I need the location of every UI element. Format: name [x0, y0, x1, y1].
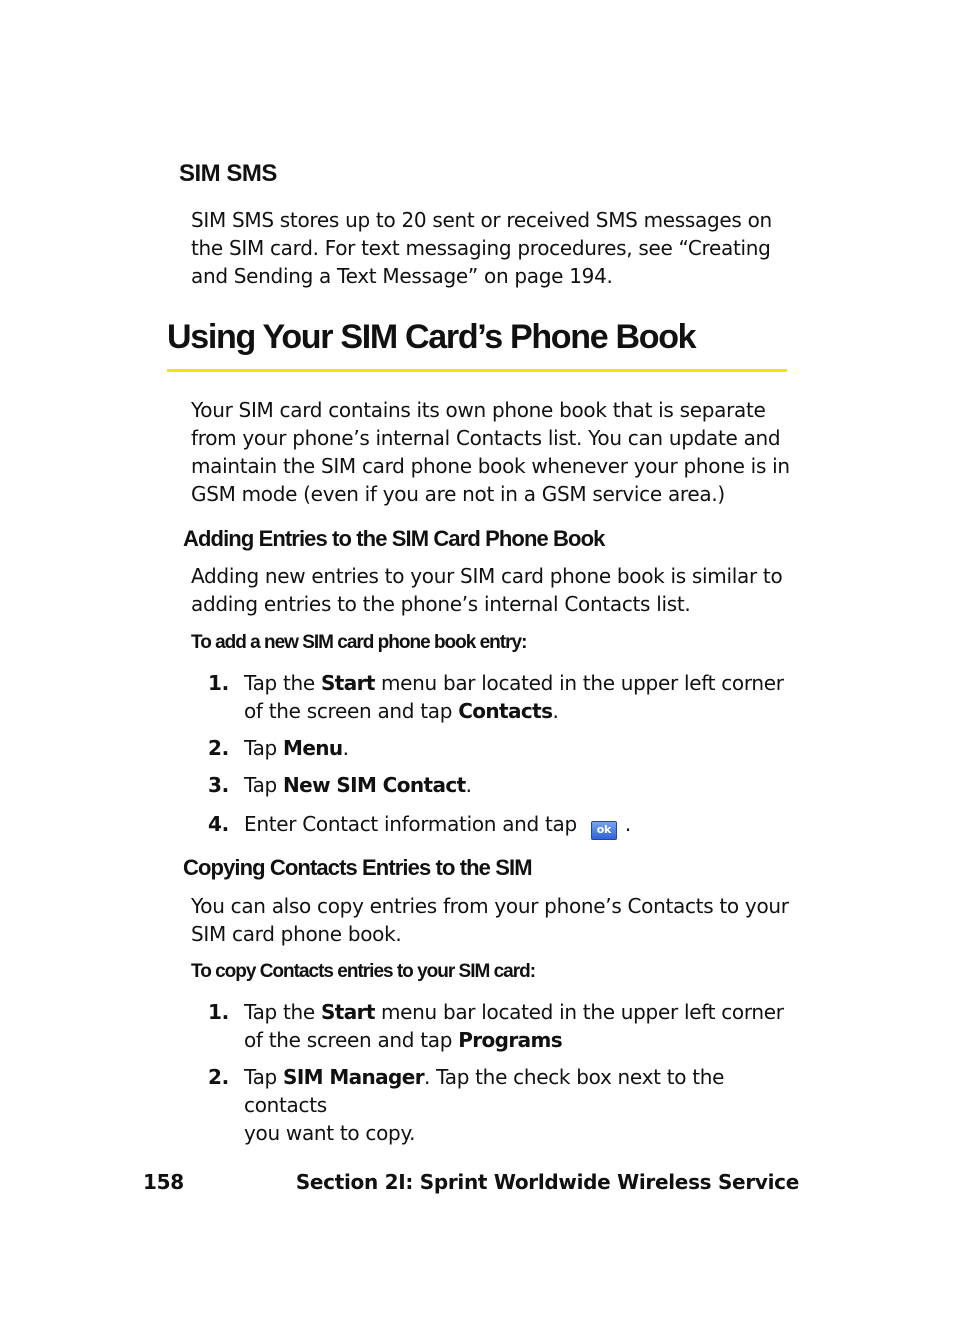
section-title: Section 2I: Sprint Worldwide Wireless Service	[295, 1170, 799, 1194]
adding-procedure-title: To add a new SIM card phone book entry:	[191, 632, 527, 653]
step-text	[244, 734, 804, 762]
page-number: 158	[143, 1170, 184, 1194]
adding-line: Adding new entries to your SIM card phone book is similar to	[191, 564, 783, 588]
sim-sms-paragraph	[191, 206, 772, 290]
sim-sms-line: the SIM card. For text messaging procedures, see “Creating	[191, 236, 771, 260]
copying-procedure-title: To copy Contacts entries to your SIM card:	[191, 961, 536, 982]
adding-line: adding entries to the phone’s internal Contacts list.	[191, 592, 691, 616]
step-text-part: Tap	[244, 736, 284, 760]
sim-sms-line: SIM SMS stores up to 20 sent or received SMS messages on	[191, 208, 772, 232]
contacts-label: Contacts	[458, 699, 553, 723]
intro-paragraph	[191, 396, 790, 508]
copying-heading: Copying Contacts Entries to the SIM	[183, 855, 532, 880]
step-text-part: Tap	[244, 773, 284, 797]
step-text	[244, 771, 804, 799]
step-number: 2.	[208, 1065, 229, 1089]
copying-line: SIM card phone book.	[191, 922, 402, 946]
step-text-part: .	[465, 773, 472, 797]
step-text	[244, 669, 804, 725]
step-text-part: Tap the	[244, 1000, 321, 1024]
step-text	[244, 1063, 804, 1147]
menu-label: Menu	[283, 736, 343, 760]
intro-line: GSM mode (even if you are not in a GSM service area.)	[191, 482, 725, 506]
adding-paragraph	[191, 562, 782, 618]
intro-line: Your SIM card contains its own phone book that is separate	[191, 398, 766, 422]
start-menu-label: Start	[321, 671, 375, 695]
step-text	[244, 998, 804, 1054]
step-text	[244, 810, 804, 840]
new-sim-contact-label: New SIM Contact	[283, 773, 466, 797]
copying-line: You can also copy entries from your phone’s Contacts to your	[191, 894, 789, 918]
sim-sms-line: and Sending a Text Message” on page 194.	[191, 264, 613, 288]
programs-label: Programs	[458, 1028, 563, 1052]
step-number: 2.	[208, 736, 229, 760]
step-text-part: menu bar located in the upper left corner	[374, 1000, 784, 1024]
step-text-part: of the screen and tap	[244, 1028, 459, 1052]
step-number: 3.	[208, 773, 229, 797]
page-title: Using Your SIM Card’s Phone Book	[167, 318, 696, 356]
step-text-part: you want to copy.	[244, 1121, 416, 1145]
step-text-part: .	[552, 699, 559, 723]
step-text-part: .	[624, 812, 631, 836]
sim-sms-heading: SIM SMS	[179, 160, 277, 187]
step-text-part: Tap the	[244, 671, 321, 695]
sim-manager-label: SIM Manager	[283, 1065, 425, 1089]
step-text-part: menu bar located in the upper left corner	[374, 671, 784, 695]
intro-line: from your phone’s internal Contacts list. You can update and	[191, 426, 781, 450]
ok-button-icon: ok	[591, 821, 617, 840]
step-text-part: . Tap the check box next to the contacts	[244, 1065, 725, 1117]
intro-line: maintain the SIM card phone book whenever your phone is in	[191, 454, 790, 478]
title-underline	[167, 369, 787, 372]
step-text-part: Tap	[244, 1065, 284, 1089]
step-text-part: .	[342, 736, 349, 760]
copying-paragraph	[191, 892, 789, 948]
step-text-part: of the screen and tap	[244, 699, 459, 723]
step-number: 1.	[208, 1000, 229, 1024]
start-menu-label: Start	[321, 1000, 375, 1024]
step-text-part: Enter Contact information and tap	[244, 812, 577, 836]
adding-heading: Adding Entries to the SIM Card Phone Book	[183, 526, 605, 551]
step-number: 4.	[208, 812, 229, 836]
step-number: 1.	[208, 671, 229, 695]
